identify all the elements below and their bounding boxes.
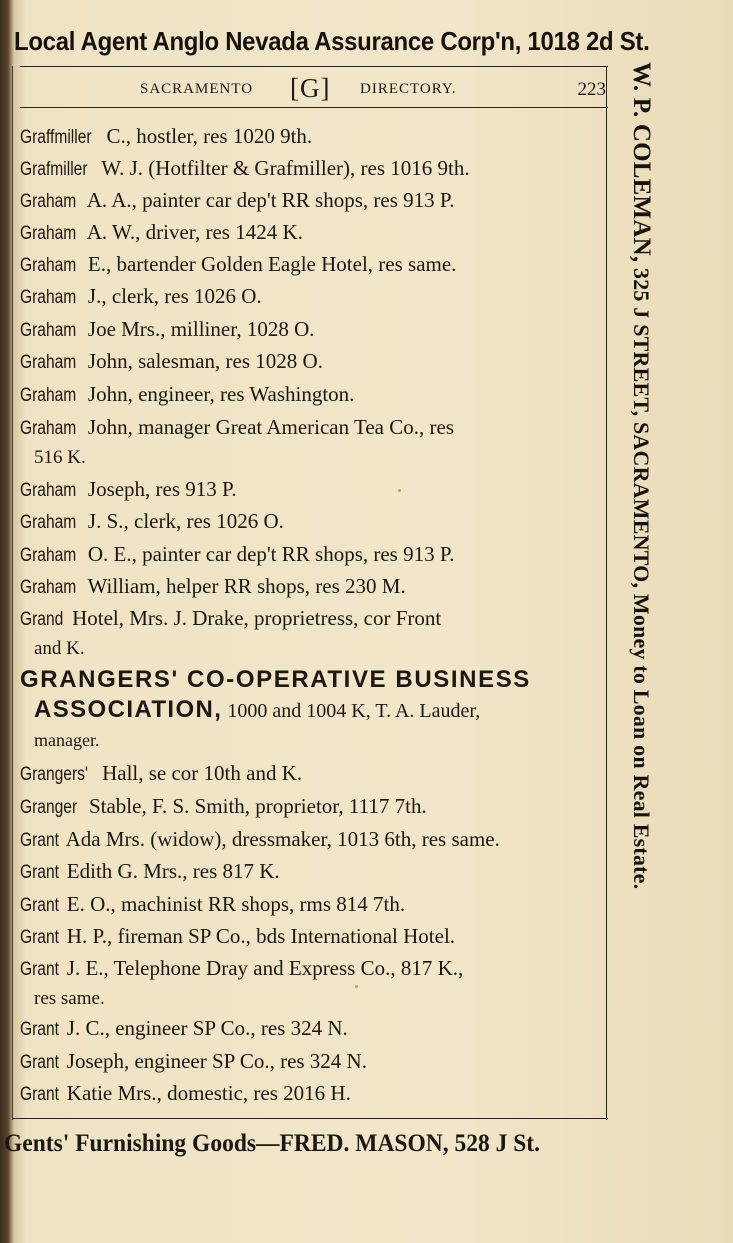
- directory-entry: [20, 122, 600, 152]
- directory-entry: [20, 1047, 600, 1077]
- entry-text: Hotel, Mrs. J. Drake, proprietress, cor Front: [66, 606, 442, 630]
- entry-text: E., bartender Golden Eagle Hotel, res same.: [82, 252, 457, 276]
- directory-entry: [20, 1014, 600, 1044]
- entry-text: J. S., clerk, res 1026 O.: [82, 509, 284, 533]
- entry-surname: Graffmiller: [20, 127, 92, 148]
- entry-text: A. A., painter car dep't RR shops, res 913 P.: [82, 188, 455, 212]
- entry-surname: Grant: [20, 927, 59, 948]
- entry-text: Joseph, engineer SP Co., res 324 N.: [61, 1049, 367, 1073]
- grangers-manager: manager.: [34, 730, 100, 750]
- paper-speck: [355, 985, 358, 988]
- entry-text: E. O., machinist RR shops, rms 814 7th.: [61, 892, 406, 916]
- directory-entry: [20, 413, 600, 472]
- entry-text: O. E., painter car dep't RR shops, res 913 P.: [82, 542, 455, 566]
- directory-entry: [20, 186, 600, 216]
- entry-text: John, salesman, res 1028 O.: [82, 349, 323, 373]
- entry-text: Ada Mrs. (widow), dressmaker, 1013 6th, res same.: [61, 827, 500, 851]
- left-column-rule: [12, 66, 13, 1120]
- entry-surname: Grant: [20, 830, 59, 851]
- running-head-letter: [G]: [290, 73, 331, 103]
- directory-entry: [20, 857, 600, 887]
- directory-entry: [20, 380, 600, 410]
- footer-advertisement: Gents' Furnishing Goods—FRED. MASON, 528 J St.: [4, 1130, 541, 1157]
- entry-text: Hall, se cor 10th and K.: [96, 761, 303, 785]
- entry-text: Katie Mrs., domestic, res 2016 H.: [61, 1081, 351, 1105]
- entry-text: Joseph, res 913 P.: [82, 477, 237, 501]
- entry-surname: Grant: [20, 895, 59, 916]
- directory-entry: [20, 890, 600, 920]
- entry-surname: Graham: [20, 418, 77, 439]
- grangers-address: [34, 695, 604, 726]
- grangers-address-text: 1000 and 1004 K, T. A. Lauder,: [222, 700, 481, 722]
- entry-surname: Graham: [20, 480, 77, 501]
- directory-entry: [20, 540, 600, 570]
- entry-text: C., hostler, res 1020 9th.: [101, 124, 313, 148]
- directory-entry: [20, 250, 600, 280]
- right-column-rule: [606, 66, 607, 1120]
- entry-surname: Grant: [20, 1019, 59, 1040]
- side-ad-text: 325 J STREET, SACRAMENTO, Money to Loan on Real Estate.: [629, 262, 654, 890]
- bottom-rule: [12, 1118, 608, 1119]
- entry-surname: Grand: [20, 609, 64, 630]
- entry-continuation: and K.: [34, 638, 85, 659]
- running-head-directory: DIRECTORY.: [360, 81, 457, 97]
- entry-surname: Graham: [20, 287, 77, 308]
- entry-text: John, manager Great American Tea Co., res: [82, 415, 454, 439]
- entry-surname: Grangers': [20, 764, 88, 785]
- grangers-heading: GRANGERS' CO-OPERATIVE BUSINESS: [20, 666, 531, 693]
- entry-surname: Graham: [20, 191, 77, 212]
- entry-surname: Graham: [20, 320, 77, 341]
- entry-surname: Grant: [20, 862, 59, 883]
- entry-text: H. P., fireman SP Co., bds International Hotel.: [61, 924, 456, 948]
- directory-entry: [20, 315, 600, 345]
- entry-surname: Graham: [20, 385, 77, 406]
- entry-surname: Graham: [20, 223, 77, 244]
- entry-surname: Graham: [20, 255, 77, 276]
- entry-continuation: 516 K.: [34, 447, 86, 468]
- running-head-city: SACRAMENTO: [140, 81, 254, 97]
- page-number: 223: [577, 79, 606, 100]
- entry-text: John, engineer, res Washington.: [82, 382, 355, 406]
- directory-entry: [20, 218, 600, 248]
- running-head: [20, 66, 608, 108]
- directory-entry: [20, 154, 600, 184]
- header-advertisement: Local Agent Anglo Nevada Assurance Corp'n, 1018 2d St.: [14, 26, 650, 56]
- directory-entry: [20, 759, 600, 789]
- directory-entry: [20, 282, 600, 312]
- entry-text: A. W., driver, res 1424 K.: [82, 220, 303, 244]
- entry-text: Joe Mrs., milliner, 1028 O.: [82, 317, 315, 341]
- directory-entry: [20, 347, 600, 377]
- entry-surname: Grafmiller: [20, 159, 88, 180]
- entry-continuation: res same.: [34, 988, 105, 1009]
- entry-surname: Graham: [20, 545, 77, 566]
- entry-surname: Graham: [20, 577, 77, 598]
- entry-surname: Grant: [20, 1084, 59, 1105]
- directory-entry: [20, 507, 600, 537]
- entry-text: J. C., engineer SP Co., res 324 N.: [61, 1016, 348, 1040]
- entry-text: William, helper RR shops, res 230 M.: [82, 574, 406, 598]
- entry-text: Stable, F. S. Smith, proprietor, 1117 7th.: [83, 794, 427, 818]
- entry-text: W. J. (Hotfilter & Grafmiller), res 1016 9th.: [96, 156, 470, 180]
- entry-text: J. E., Telephone Dray and Express Co., 817 K.,: [61, 956, 464, 980]
- entry-text: J., clerk, res 1026 O.: [82, 284, 262, 308]
- entry-surname: Grant: [20, 959, 59, 980]
- directory-entry: [20, 572, 600, 602]
- directory-entry: [20, 1079, 600, 1109]
- directory-entry: [20, 922, 600, 952]
- entry-surname: Grant: [20, 1052, 59, 1073]
- side-ad-name: W. P. COLEMAN,: [628, 62, 655, 263]
- entry-surname: Graham: [20, 352, 77, 373]
- directory-entry: [20, 475, 600, 505]
- directory-entry: [20, 825, 600, 855]
- directory-entry: [20, 604, 600, 663]
- entry-surname: Granger: [20, 797, 78, 818]
- directory-entry: [20, 792, 600, 822]
- directory-entry: [20, 954, 600, 1013]
- paper-speck: [398, 489, 401, 492]
- grangers-association: ASSOCIATION,: [34, 696, 223, 723]
- entry-text: Edith G. Mrs., res 817 K.: [61, 859, 280, 883]
- side-advertisement: [615, 62, 655, 1122]
- entry-surname: Graham: [20, 512, 77, 533]
